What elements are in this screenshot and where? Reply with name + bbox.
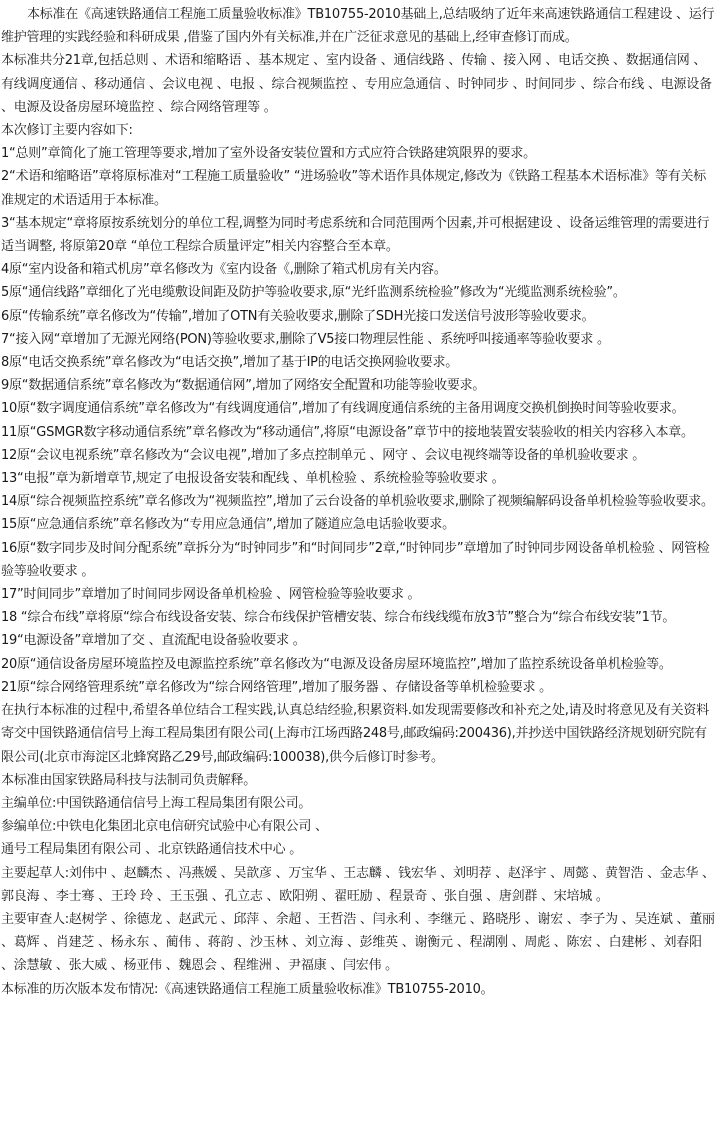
revision-item-18: 18 “综合布线”章将原“综合布线设备安装、综合布线保护管槽安装、综合布线线缆布放3节”整合为“综合布线安装”1节。 xyxy=(1,610,676,626)
participating-units-continued: 通号工程局集团有限公司 、北京铁路通信技术中心 。 xyxy=(1,842,303,858)
revision-item-5: 5原“通信线路”章细化了光电缆敷设间距及防护等验收要求,原“光纤监测系统检验”修改为“光缆监测系统检验”。 xyxy=(1,285,626,301)
revision-item-8: 8原“电话交换系统”章名修改为“电话交换”,增加了基于IP的电话交换网验收要求。 xyxy=(1,355,459,371)
revision-item-13: 13“电报”章为新增章节,规定了电报设备安装和配线 、单机检验 、系统检验等验收要求 。 xyxy=(1,471,505,487)
chief-editor-unit: 主编单位:中国铁路通信信号上海工程局集团有限公司。 xyxy=(1,795,312,811)
revision-item-20: 20原“通信设备房屋环境监控及电源监控系统”章名修改为“电源及设备房屋环境监控”,增加了监控系统设备单机检验等。 xyxy=(1,656,672,672)
revision-item-14: 14原“综合视频监控系统”章名修改为“视频监控”,增加了云台设备的单机验收要求,删除了视频编解码设备单机检验等验收要求。 xyxy=(1,494,714,510)
revision-item-17: 17”时间同步”章增加了时间同步网设备单机检验 、网管检验等验收要求 。 xyxy=(1,587,421,603)
main-reviewers: 主要审查人:赵树学 、徐德龙 、赵武元 、邱萍 、余超 、王哲浩 、闫永利 、李继元 、路晓彤 、谢宏 、李子为 、吴连斌 、董丽 、葛辉 、肖建芝 、杨永东 、蔺伟 、蒋韵 、沙玉林 、刘立海 、彭维英 、谢衡元 、程湖刚 、周彪 、陈宏 、白建彬 、刘春阳 、涂慧敏 、张大威 、杨亚伟 、魏恩会 、程维洲 、尹福康 、闫宏伟 。 xyxy=(1,911,715,974)
revision-item-7: 7“接入网“章增加了无源光网络(PON)等验收要求,删除了V5接口物理层性能 、系统呼叫接通率等验收要求 。 xyxy=(1,331,610,347)
feedback-paragraph: 在执行本标准的过程中,希望各单位结合工程实践,认真总结经验,积累资料.如发现需要修改和补充之处,请及时将意见及有关资料寄交中国铁路通信信号上海工程局集团有限公司(上海市江场西路248号,邮政编码:200436),并抄送中国铁路经济规划研究院有限公司(北京市海淀区北蜂窝路乙29号,邮政编码:100038),供今后修订时参考。 xyxy=(1,703,709,765)
revision-item-21: 21原“综合网络管理系统”章名修改为“综合网络管理”,增加了服务器 、存储设备等单机检验要求 。 xyxy=(1,679,552,695)
revision-item-3: 3“基本规定“章将原按系统划分的单位工程,调整为同时考虑系统和合同范围两个因素,并可根据建设 、设备运维管理的需要进行 适当调整, 将原第20章 “单位工程综合质量评定”相关内容整合至本章。 xyxy=(1,215,710,255)
revision-item-11: 11原“GSMGR数字移动通信系统”章名修改为“移动通信”,将原“电源设备”章节中的接地装置安装验收的相关内容移入本章。 xyxy=(1,424,694,440)
revision-item-2: 2“术语和缩略语”章将原标准对“工程施工质量验收” “进场验收”等术语作具体规定,修改为《铁路工程基本术语标准》等有关标准规定的术语适用于本标准。 xyxy=(1,169,706,208)
revision-item-15: 15原“应急通信系统”章名修改为“专用应急通信”,增加了隧道应急电话验收要求。 xyxy=(1,517,455,533)
intro-paragraph: 本标准在《高速铁路通信工程施工质量验收标准》TB10755-2010基础上,总结吸纳了近年来高速铁路通信工程建设 、运行维护管理的实践经验和科研成果 ,借鉴了国内外有关标准,并在广泛征求意见的基础上,经审查修订而成。 xyxy=(1,7,715,46)
revision-item-9: 9原“数据通信系统”章名修改为“数据通信网”,增加了网络安全配置和功能等验收要求。 xyxy=(1,378,486,394)
participating-units: 参编单位:中铁电化集团北京电信研究试验中心有限公司 、 xyxy=(1,819,328,835)
revision-item-1: 1“总则”章简化了施工管理等要求,增加了室外设备安装位置和方式应符合铁路建筑限界的要求。 xyxy=(1,146,536,162)
revision-item-6: 6原“传输系统”章名修改为“传输”,增加了OTN有关验收要求,删除了SDH光接口发送信号波形等验收要求。 xyxy=(1,308,595,324)
version-history: 本标准的历次版本发布情况:《高速铁路通信工程施工质量验收标准》TB10755-2010。 xyxy=(1,981,494,997)
revision-heading: 本次修订主要内容如下: xyxy=(1,123,133,139)
revision-item-4: 4原“室内设备和箱式机房”章名修改为《室内设备《,删除了箱式机房有关内容。 xyxy=(1,262,447,278)
revision-item-10: 10原“数字调度通信系统”章名修改为“有线调度通信”,增加了有线调度通信系统的主备用调度交换机倒换时间等验收要求。 xyxy=(1,401,685,417)
revision-item-19: 19“电源设备”章增加了交 、直流配电设备验收要求 。 xyxy=(1,633,306,649)
main-drafters: 主要起草人:刘伟中 、赵麟杰 、冯燕媛 、吴歆彦 、万宝华 、王志麟 、钱宏华 、刘明荐 、赵泽宇 、周懿 、黄智浩 、金志华 、郭良海 、李士骞 、王玲 玲 、王玉强 、孔立志 、欧阳朔 、翟旺励 、程景奇 、张自强 、唐剑群 、宋培城 。 xyxy=(1,865,715,904)
revision-item-16: 16原“数字同步及时间分配系统”章拆分为“时钟同步”和“时间同步”2章,“时钟同步”章增加了时钟同步网设备单机检验 、网管检验等验收要求 。 xyxy=(1,540,710,579)
revision-item-12: 12原“会议电视系统”章名修改为“会议电视”,增加了多点控制单元 、网守 、会议电视终端等设备的单机验收要求 。 xyxy=(1,447,646,463)
interpretation-note: 本标准由国家铁路局科技与法制司负责解释。 xyxy=(1,772,257,788)
chapter-overview-paragraph: 本标准共分21章,包括总则 、术语和缩略语 、基本规定 、室内设备 、通信线路 、传输 、接入网 、电话交换 、数据通信网 、有线调度通信 、移动通信 、会议电视 、电报 、综合视频监控 、专用应急通信 、时钟同步 、时间同步 、综合布线 、电源设备 、电源及设备房屋环境监控 、综合网络管理等 。 xyxy=(1,53,712,115)
